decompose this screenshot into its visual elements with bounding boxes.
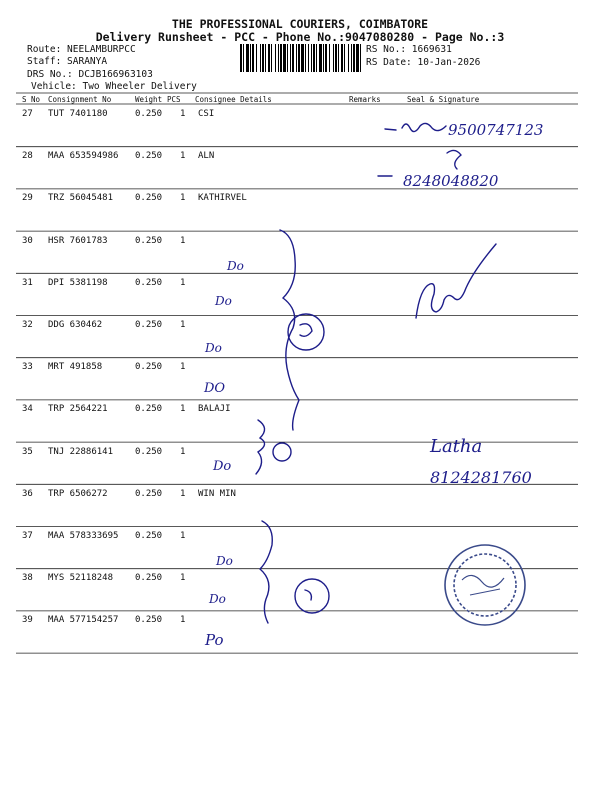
col-consignee-header: Consignee Details <box>195 95 272 104</box>
row-sno: 34 <box>22 404 33 415</box>
barcode-bar <box>338 44 339 72</box>
barcode-bar <box>313 44 315 72</box>
row-pcs: 1 <box>180 109 186 119</box>
row-sno: 37 <box>22 531 33 541</box>
row-pcs: 1 <box>180 320 186 330</box>
rs-number: RS No.: 1669631 <box>366 44 452 55</box>
row-consignee: WIN MIN <box>198 488 236 499</box>
barcode-bar <box>278 44 279 72</box>
row-weight: 0.250 <box>135 193 163 204</box>
row-sno: 30 <box>22 235 33 246</box>
row-consignment-no: MAA 577154257 <box>48 615 119 626</box>
barcode-bar <box>341 44 343 72</box>
barcode-bar <box>323 44 324 72</box>
brace-scribble <box>256 420 265 474</box>
col-seal-header: Seal & Signature <box>407 95 480 104</box>
row-pcs: 1 <box>180 193 186 204</box>
handwritten-phone: 9500747123 <box>448 121 544 139</box>
row-weight: 0.250 <box>135 404 163 415</box>
row-sno: 32 <box>22 320 33 330</box>
row-sno: 28 <box>22 151 33 162</box>
barcode-bar <box>348 44 349 72</box>
barcode-bar <box>275 44 276 72</box>
row-weight: 0.250 <box>135 151 163 162</box>
barcode-bar <box>250 44 251 72</box>
ditto-mark: Po <box>205 631 224 649</box>
handwritten-name: Latha <box>430 436 483 457</box>
col-sno-header: S No <box>22 95 41 104</box>
ditto-mark: Do <box>216 554 233 568</box>
row-weight: 0.250 <box>135 235 163 246</box>
row-weight: 0.250 <box>135 615 163 626</box>
barcode-bar <box>308 44 309 72</box>
ditto-mark: Do <box>215 294 232 308</box>
barcode-bar <box>353 44 355 72</box>
row-consignment-no: MAA 578333695 <box>48 531 119 541</box>
row-consignee: KATHIRVEL <box>198 193 247 204</box>
row-weight: 0.250 <box>135 573 163 584</box>
barcode-bar <box>246 44 249 72</box>
col-pcs-header: PCS <box>167 95 181 104</box>
barcode-bar <box>296 44 297 72</box>
receiver-signature <box>416 244 496 318</box>
row-sno: 33 <box>22 362 33 373</box>
row-consignee: ALN <box>198 151 215 162</box>
handwritten-phone: 8124281760 <box>430 468 532 487</box>
row-pcs: 1 <box>180 235 186 246</box>
row-consignment-no: TUT 7401180 <box>48 109 108 119</box>
barcode-bar <box>311 44 312 72</box>
barcode-bar <box>265 44 266 72</box>
barcode-bar <box>256 44 257 72</box>
barcode-bar <box>287 44 288 72</box>
barcode-bar <box>280 44 282 72</box>
ditto-mark: Do <box>205 341 222 355</box>
row-consignment-no: HSR 7601783 <box>48 235 108 246</box>
barcode-bar <box>252 44 254 72</box>
row-consignment-no: TRP 6506272 <box>48 488 108 499</box>
row-consignment-no: MAA 653594986 <box>48 151 119 162</box>
barcode-image <box>240 44 361 72</box>
row-sno: 27 <box>22 109 33 119</box>
barcode-bar <box>335 44 337 72</box>
col-consignment-header: Consignment No <box>48 95 112 104</box>
row-consignment-no: MRT 491858 <box>48 362 103 373</box>
barcode-bar <box>301 44 304 72</box>
barcode-bar <box>298 44 300 72</box>
delivery-tick <box>385 129 396 130</box>
ditto-mark: Do <box>227 259 244 273</box>
row-pcs: 1 <box>180 362 186 373</box>
row-pcs: 1 <box>180 446 186 457</box>
vehicle-label: Vehicle: Two Wheeler Delivery <box>31 81 197 92</box>
receiver-initial-scribble <box>447 150 461 169</box>
row-pcs: 1 <box>180 151 186 162</box>
row-consignment-no: TNJ 22886141 <box>48 446 114 457</box>
row-consignment-no: MYS 52118248 <box>48 573 114 584</box>
row-pcs: 1 <box>180 277 186 288</box>
barcode-bar <box>268 44 270 72</box>
ditto-mark: Do <box>209 592 226 606</box>
row-sno: 36 <box>22 488 33 499</box>
barcode-bar <box>351 44 352 72</box>
barcode-bar <box>283 44 286 72</box>
rs-date: RS Date: 10-Jan-2026 <box>366 57 481 68</box>
row-consignee: CSI <box>198 109 215 119</box>
barcode-bar <box>360 44 361 72</box>
barcode-bar <box>316 44 317 72</box>
circled-mark <box>288 314 324 350</box>
row-consignment-no: TRP 2564221 <box>48 404 108 415</box>
ditto-mark: Do <box>213 459 232 474</box>
row-pcs: 1 <box>180 531 186 541</box>
row-sno: 31 <box>22 277 33 288</box>
rubber-stamp <box>445 545 525 625</box>
row-sno: 35 <box>22 446 33 457</box>
row-sno: 39 <box>22 615 33 626</box>
row-consignment-no: DPI 5381198 <box>48 277 108 288</box>
row-weight: 0.250 <box>135 277 163 288</box>
staff-label: Staff: SARANYA <box>27 56 108 67</box>
row-pcs: 1 <box>180 404 186 415</box>
brace-scribble <box>280 230 299 430</box>
barcode-bar <box>329 44 330 72</box>
barcode-bar <box>344 44 345 72</box>
drs-number: DRS No.: DCJB166963103 <box>27 69 153 80</box>
barcode-bar <box>325 44 327 72</box>
barcode-bar <box>260 44 261 72</box>
barcode-bar <box>333 44 334 72</box>
row-weight: 0.250 <box>135 446 163 457</box>
company-title: THE PROFESSIONAL COURIERS, COIMBATORE <box>171 17 429 31</box>
barcode-bar <box>243 44 244 72</box>
row-weight: 0.250 <box>135 531 163 541</box>
col-remarks-header: Remarks <box>349 95 381 104</box>
row-weight: 0.250 <box>135 109 163 119</box>
row-consignment-no: DDG 630462 <box>48 320 103 330</box>
runsheet-title: Delivery Runsheet - PCC - Phone No.:9047080280 - Page No.:3 <box>95 30 505 44</box>
col-weight-header: Weight <box>135 95 163 104</box>
barcode-bar <box>356 44 359 72</box>
row-consignee: BALAJI <box>198 404 231 415</box>
barcode-bar <box>319 44 322 72</box>
row-pcs: 1 <box>180 573 186 584</box>
ditto-mark: DO <box>204 381 226 396</box>
circled-mark <box>273 443 291 461</box>
row-weight: 0.250 <box>135 362 163 373</box>
barcode-bar <box>240 44 242 72</box>
row-sno: 38 <box>22 573 33 584</box>
row-weight: 0.250 <box>135 320 163 330</box>
barcode-bar <box>271 44 272 72</box>
row-weight: 0.250 <box>135 488 163 499</box>
row-pcs: 1 <box>180 488 186 499</box>
barcode-bar <box>262 44 264 72</box>
row-pcs: 1 <box>180 615 186 626</box>
route-label: Route: NEELAMBURPCC <box>27 44 136 55</box>
barcode-bar <box>292 44 294 72</box>
handwritten-phone: 8248048820 <box>403 172 499 190</box>
row-sno: 29 <box>22 193 33 204</box>
row-consignment-no: TRZ 56045481 <box>48 193 114 204</box>
barcode-bar <box>290 44 291 72</box>
barcode-bar <box>305 44 306 72</box>
brace-scribble <box>260 521 272 623</box>
circled-mark <box>295 579 329 613</box>
receiver-signature <box>402 123 446 131</box>
